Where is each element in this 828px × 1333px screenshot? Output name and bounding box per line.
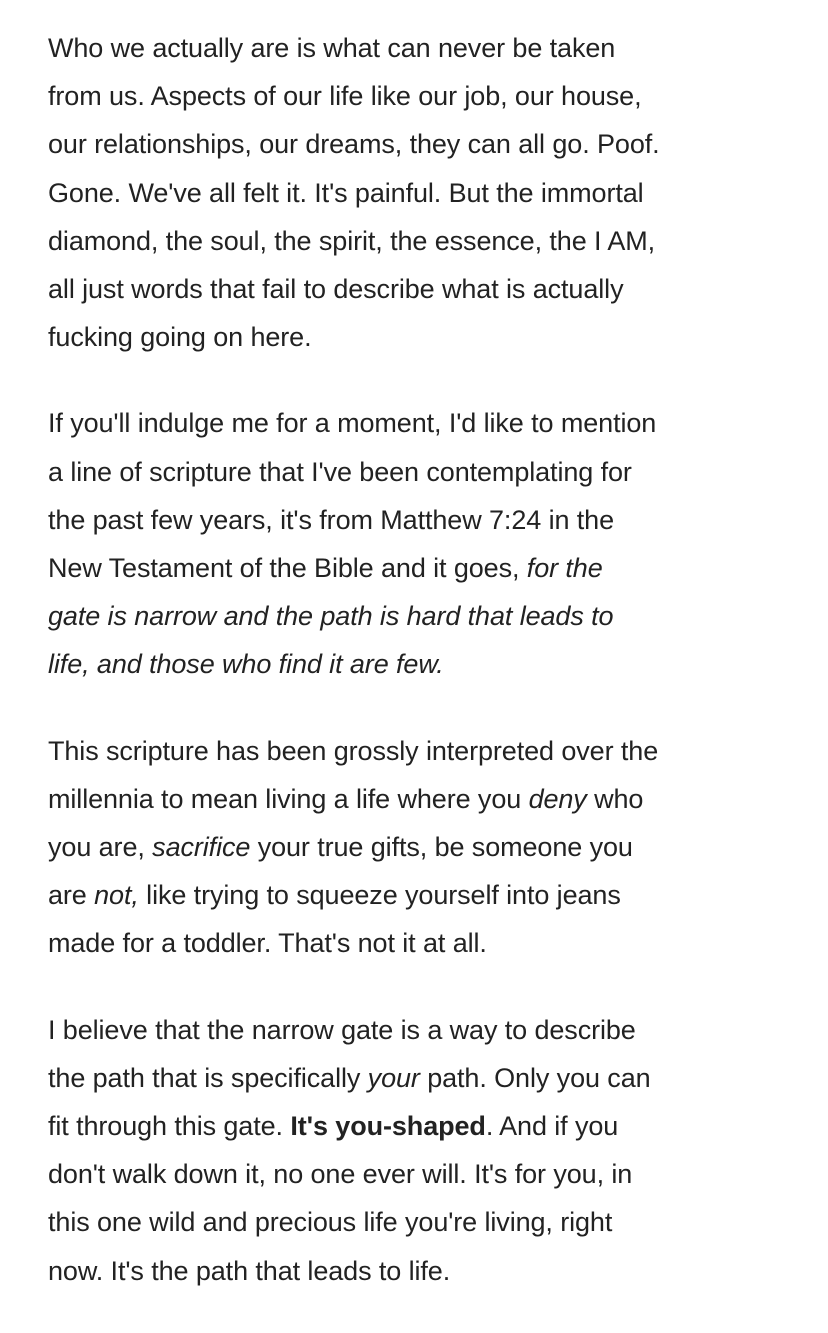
text-line (48, 871, 748, 919)
text-line (48, 775, 748, 823)
paragraph-3 (48, 727, 748, 968)
text-line: If you'll indulge me for a moment, I'd like to mention (48, 408, 657, 439)
text-segment: are (48, 880, 95, 911)
text-line: made for a toddler. That's not it at all. (48, 928, 487, 959)
emphasis-deny: deny (528, 783, 587, 814)
text-segment: who (586, 783, 644, 814)
text-line: now. It's the path that leads to life. (48, 1255, 451, 1286)
text-line: all just words that fail to describe what is actually (48, 274, 624, 305)
text-segment: path. Only you can (419, 1062, 651, 1093)
text-line (48, 1102, 748, 1150)
text-segment: your true gifts, be someone you (250, 832, 633, 863)
text-line: Gone. We've all felt it. It's painful. But the immortal (48, 177, 644, 208)
scripture-quote-start: for the (526, 553, 603, 584)
text-line: a line of scripture that I've been contemplating for (48, 456, 632, 487)
text-line: Who we actually are is what can never be taken (48, 33, 616, 63)
text-line (48, 640, 748, 688)
article-body (48, 24, 748, 1333)
text-line (48, 1054, 748, 1102)
text-line: I believe that the narrow gate is a way to describe (48, 1014, 636, 1045)
text-line: diamond, the soul, the spirit, the essence, the I AM, (48, 225, 656, 256)
text-segment: you are, (48, 832, 153, 863)
text-segment: New Testament of the Bible and it goes, (48, 553, 527, 584)
text-line: don't walk down it, no one ever will. It's for you, in (48, 1159, 633, 1190)
emphasis-your: your (367, 1062, 420, 1093)
emphasis-not: not, (94, 880, 139, 911)
emphasis-sacrifice: sacrifice (152, 832, 251, 863)
text-line (48, 823, 748, 871)
scripture-quote: gate is narrow and the path is hard that leads to (48, 601, 614, 632)
text-line (48, 544, 748, 592)
bold-you-shaped: It's you-shaped (290, 1111, 486, 1142)
paragraph-4 (48, 1006, 748, 1295)
text-line (48, 592, 748, 640)
text-segment: fit through this gate. (48, 1111, 291, 1142)
text-line: from us. Aspects of our life like our job, our house, (48, 81, 642, 112)
text-line: This scripture has been grossly interpreted over the (48, 735, 659, 766)
text-line: our relationships, our dreams, they can all go. Poof. (48, 129, 660, 160)
paragraph-1 (48, 24, 748, 361)
text-line: this one wild and precious life you're living, right (48, 1207, 613, 1238)
text-segment: like trying to squeeze yourself into jeans (138, 880, 621, 911)
paragraph-2 (48, 399, 748, 688)
text-line: fucking going on here. (48, 322, 312, 353)
text-segment: millennia to mean living a life where you (48, 783, 529, 814)
text-line: the past few years, it's from Matthew 7:24 in the (48, 504, 615, 535)
scripture-quote: life, and those who find it are few. (48, 649, 444, 680)
text-segment: the path that is specifically (48, 1062, 368, 1093)
text-segment: . And if you (485, 1111, 619, 1142)
